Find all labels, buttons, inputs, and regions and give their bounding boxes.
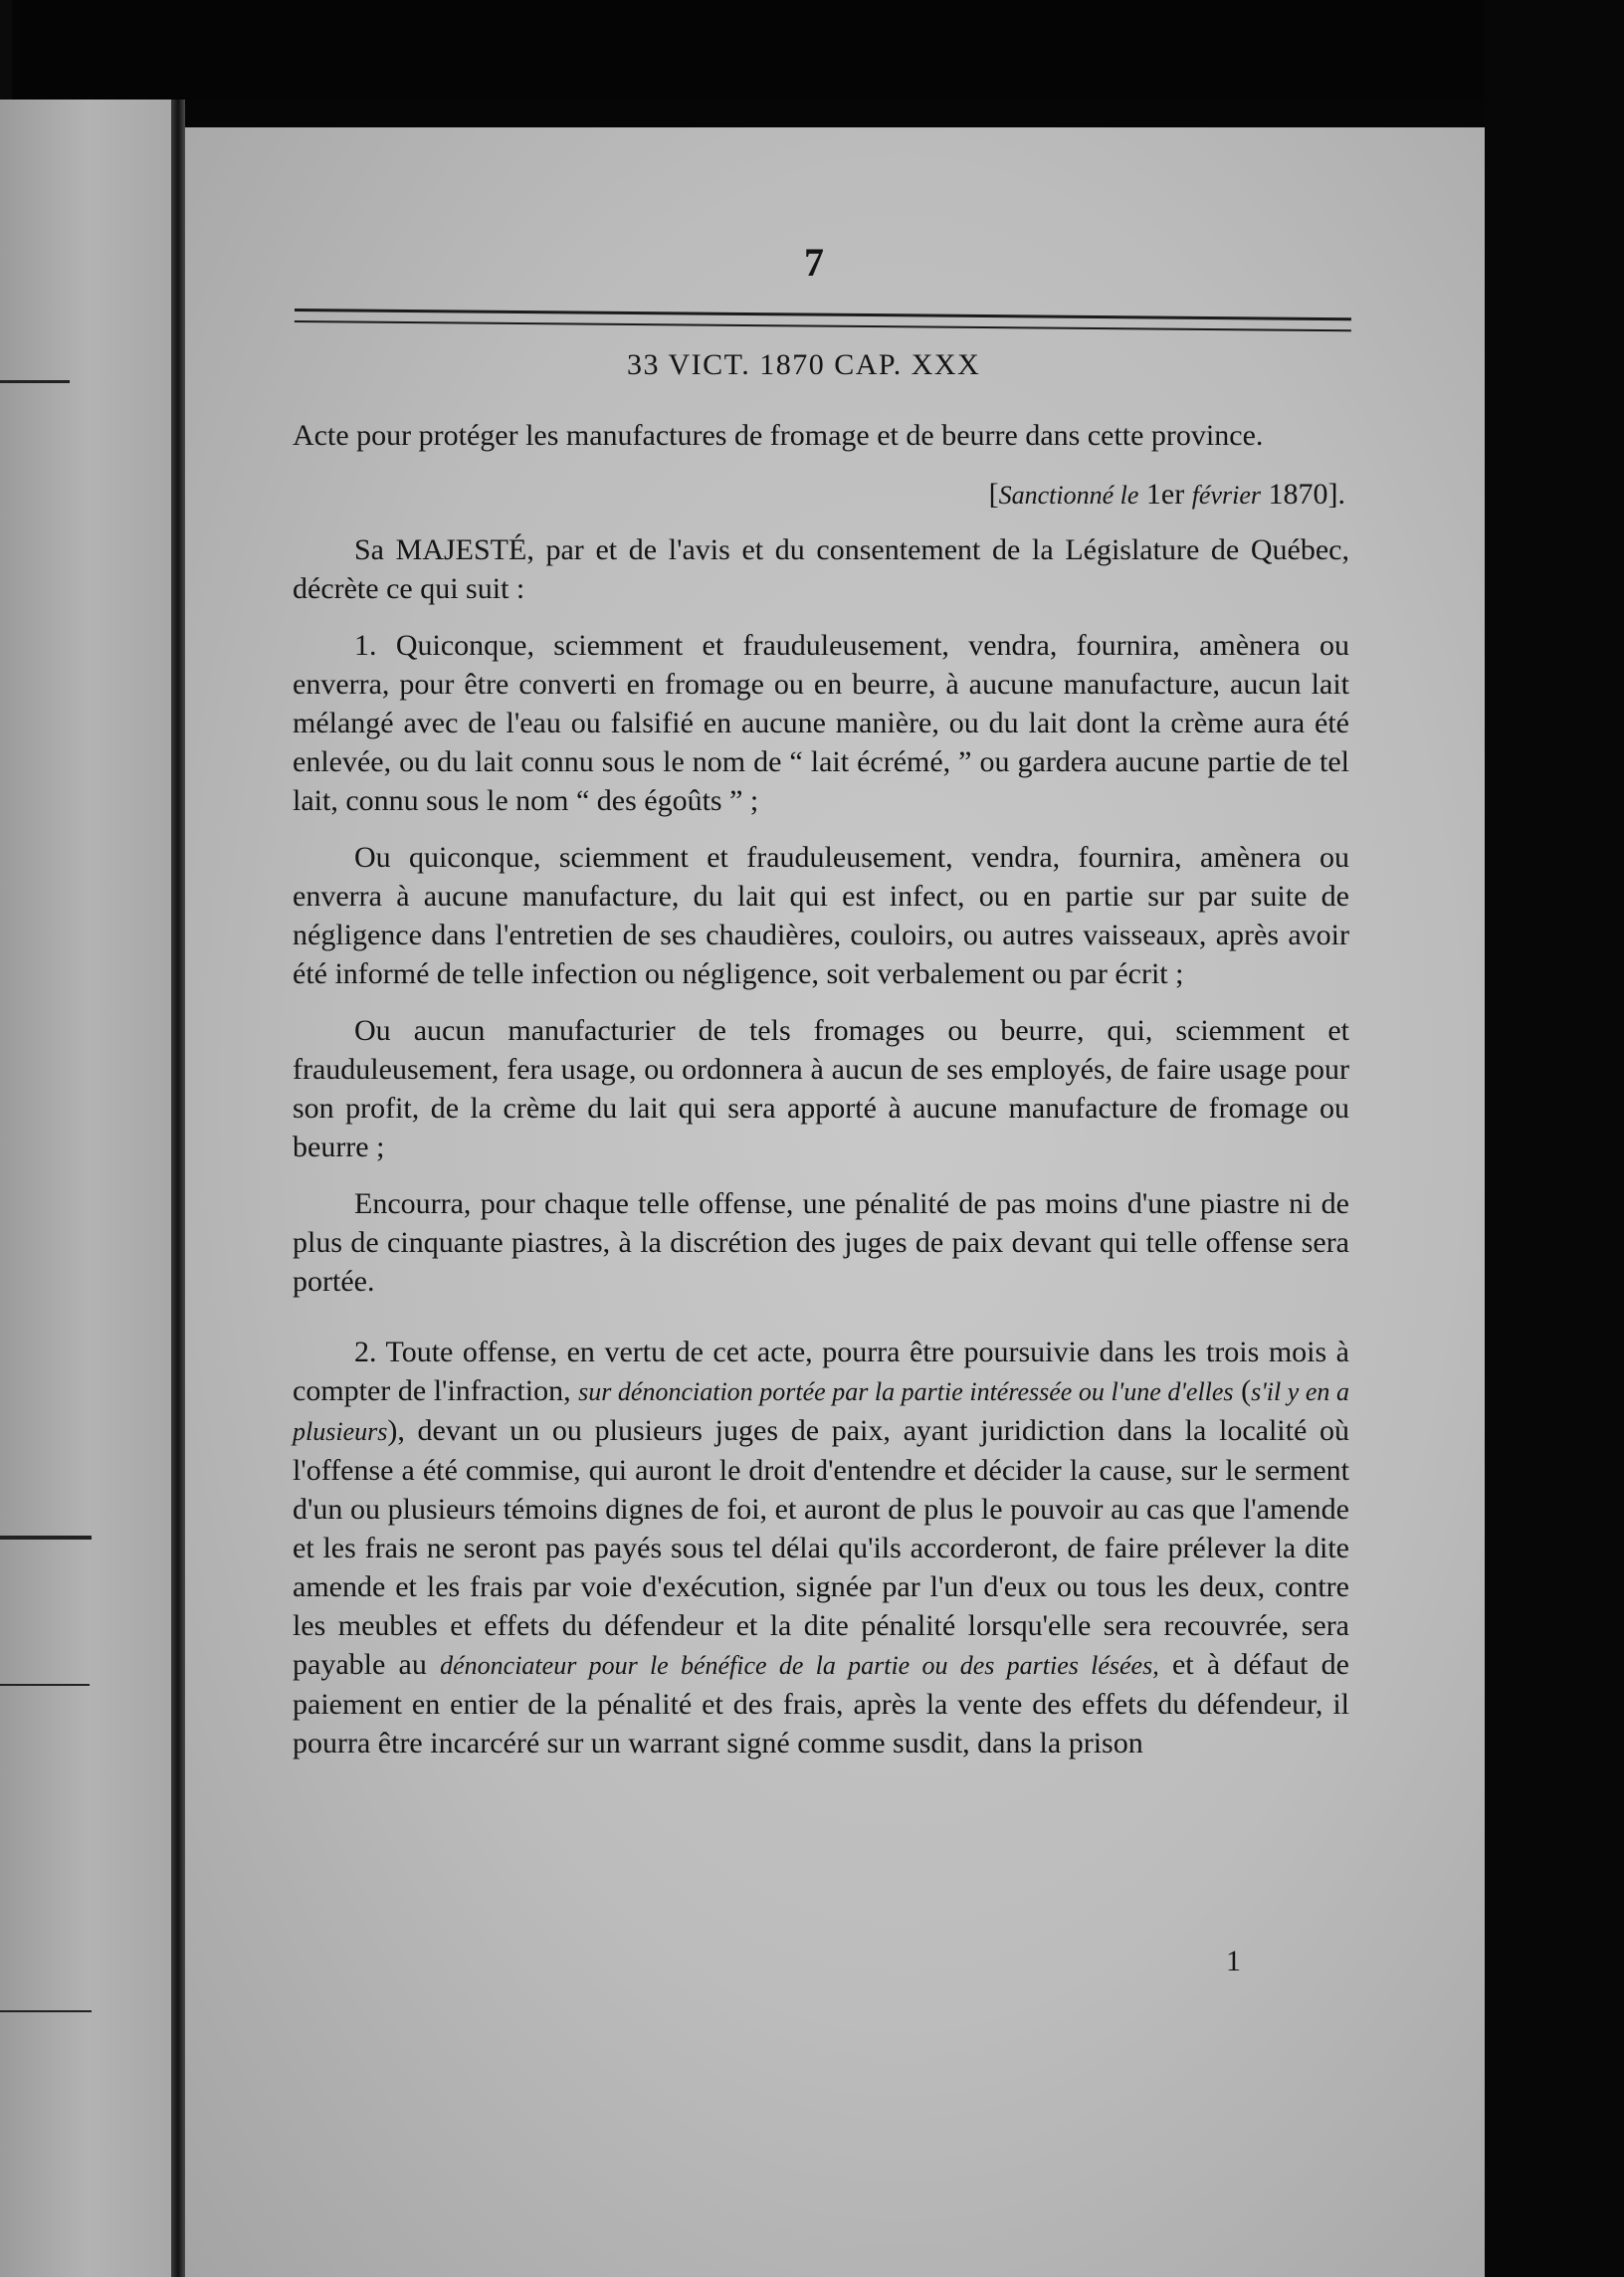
page-number: 7 [804, 240, 824, 285]
act-title: Acte pour protéger les manufactures de fromage et de beurre dans cette province. [293, 419, 1264, 452]
sanction-day: 1er [1145, 478, 1185, 511]
section-1-paragraph-4: Encourra, pour chaque telle offense, une pénalité de pas moins d'une piastre ni de plus de cinquante piastres, à la discrétion des juges de paix devant qui telle offense sera portée. [293, 1187, 1349, 1298]
section-2-text-d: et à défaut de paiement en entier de la pénalité et des frais, après la vente des effets du défendeur, il pourra être incarcéré sur un warrant signé comme susdit, dans la prison [293, 1648, 1349, 1760]
section-2-italic-1: sur dénonciation portée par la partie intéressée ou l'une d'elles [578, 1377, 1234, 1406]
section-2-text-a: 2. Toute offense, en vertu de cet acte, pourra être poursuivie dans les trois mois à compter de l'infraction, [293, 1336, 1349, 1407]
section-2-italic-3: dénonciateur pour le bénéfice de la partie ou des parties lésées, [440, 1651, 1159, 1680]
left-page-rule-lower [0, 2010, 92, 2012]
page-gutter [171, 100, 185, 2277]
section-2-text-b: ( [1241, 1374, 1252, 1407]
section-1-paragraph-3: Ou aucun manufacturier de tels fromages ou beurre, qui, sciemment et frauduleusement, fera usage, ou ordonnera à aucun de ses employés, de faire usage pour son profit, de la crème du lait qui sera apporté à aucune manufacture de fromage ou beurre ; [293, 1014, 1349, 1163]
sanction-month: février [1191, 481, 1261, 510]
left-page-rule-bottom [0, 1536, 92, 1540]
section-2-text-c: ), devant un ou plusieurs juges de paix, ayant juridiction dans la localité où l'offense a été commise, qui auront le droit d'entendre et décider la cause, sur le serment d'un ou plusieurs témoins dignes de foi, et auront de plus le pouvoir au cas que l'amende et les frais ne seront pas payés sous tel délai qu'ils accorderont, de faire prélever la dite amende et les frais par voie d'exécution, signée par l'un d'eux ou tous les deux, contre les meubles et effets du défendeur et la dite pénalité lorsqu'elle sera recouvrée, sera payable au [293, 1414, 1349, 1681]
sanction-date [293, 475, 1349, 515]
left-page-rule-cts [0, 1684, 90, 1686]
sanction-open-bracket: [ [988, 478, 999, 511]
sanction-year: 1870]. [1268, 478, 1345, 511]
section-1-paragraph-2: Ou quiconque, sciemment et frauduleusement, vendra, fournira, amènera ou enverra à aucune manufacture, du lait qui est infect, ou en partie sur par suite de négligence dans l'entretien de ses chaudières, couloirs, ou autres vaisseaux, après avoir été informé de telle infection ou négligence, soit verbalement ou par écrit ; [293, 841, 1349, 990]
sanction-word: Sanctionné le [998, 481, 1139, 510]
scan-border-right [1485, 0, 1624, 2277]
left-page-rule-top [0, 380, 70, 383]
preamble: Sa MAJESTÉ, par et de l'avis et du consentement de la Législature de Québec, décrète ce qui suit : [293, 533, 1349, 605]
document-body [293, 416, 1349, 1780]
chapter-header: 33 VICT. 1870 CAP. XXX [627, 348, 981, 381]
previous-page-edge [0, 100, 177, 2277]
signature-mark: 1 [1226, 1945, 1241, 1977]
section-1-paragraph-1: 1. Quiconque, sciemment et frauduleusement, vendra, fournira, amènera ou enverra, pour être converti en fromage ou en beurre, à aucune manufacture, aucun lait mélangé avec de l'eau ou falsifié en aucune manière, ou du lait dont la crème aura été enlevée, ou du lait connu sous le nom de “ lait écrémé, ” ou gardera aucune partie de tel lait, connu sous le nom “ des égoûts ” ; [293, 629, 1349, 817]
scan-border-top [0, 0, 1624, 100]
section-2-italic-2: s'il y en a plusieurs [293, 1377, 1349, 1446]
section-2 [293, 1333, 1349, 1762]
